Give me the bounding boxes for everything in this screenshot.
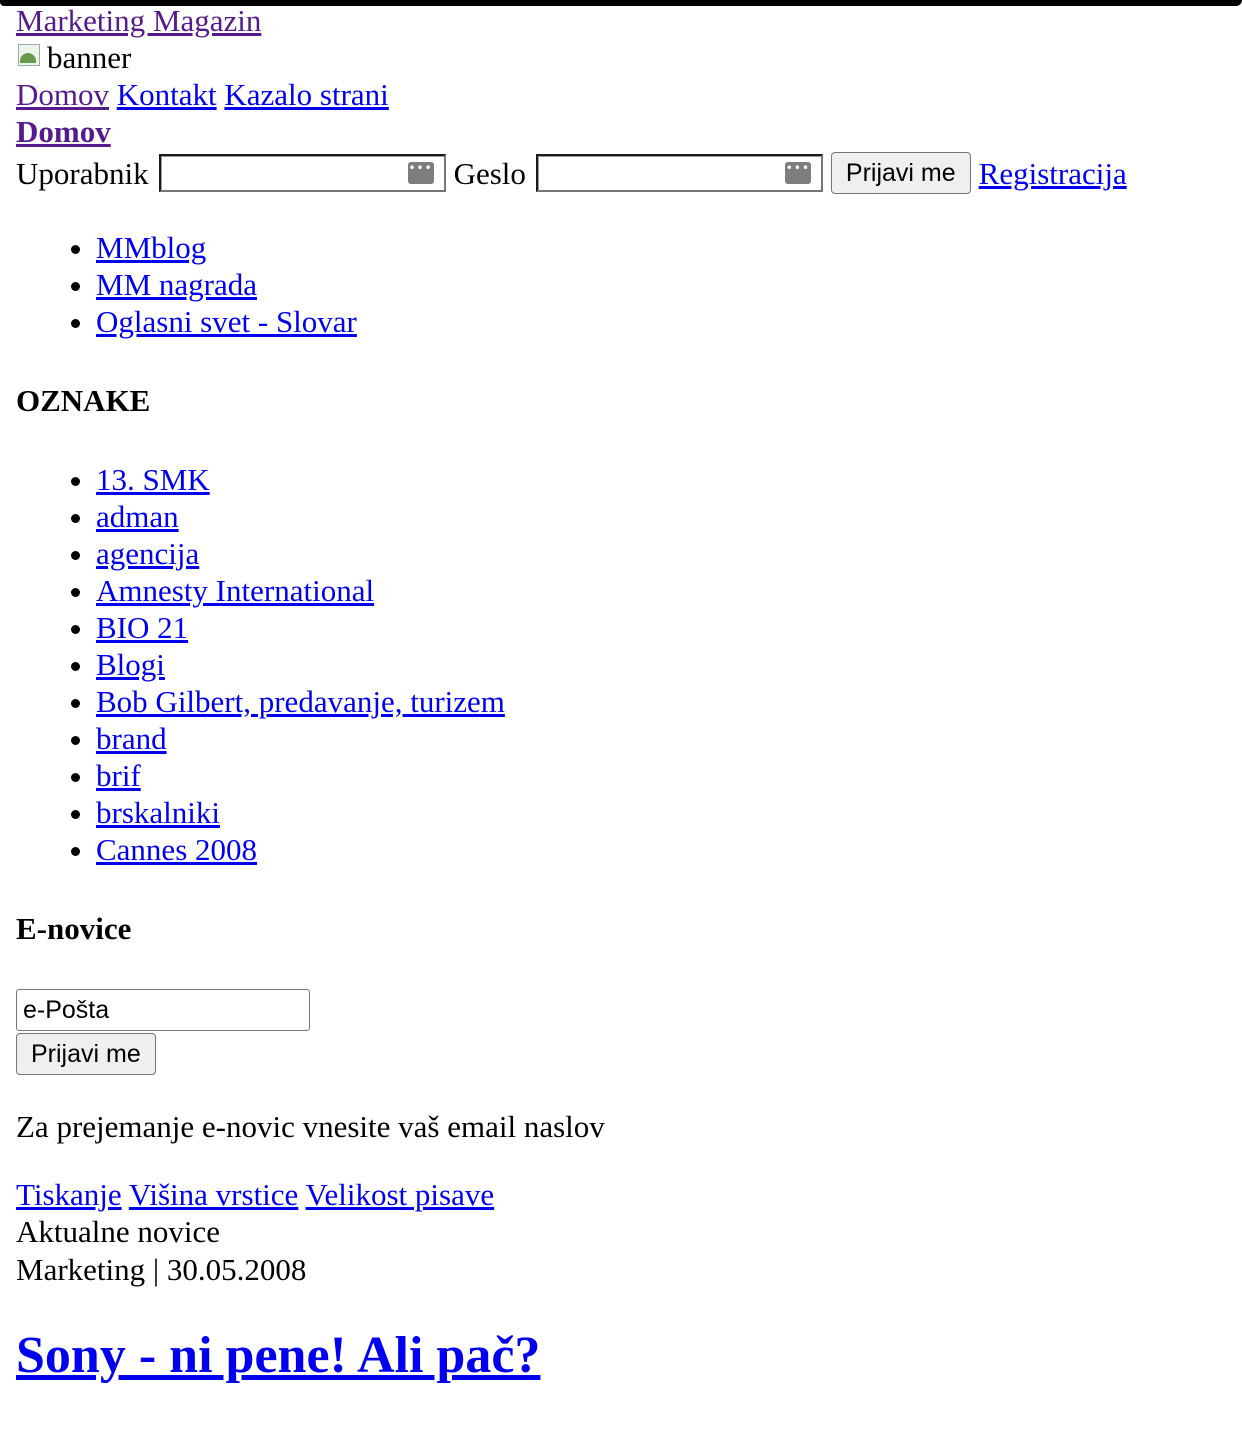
tag-link[interactable]: brif	[96, 758, 141, 793]
menu-list	[16, 229, 1226, 340]
tag-link[interactable]: brskalniki	[96, 795, 220, 830]
nav-link-kontakt[interactable]: Kontakt	[116, 77, 217, 112]
list-item	[96, 266, 1226, 303]
font-size-link[interactable]: Velikost pisave	[305, 1177, 495, 1212]
list-item	[96, 757, 1226, 794]
username-label: Uporabnik	[16, 155, 149, 191]
section-label: Aktualne novice	[16, 1214, 221, 1249]
list-item	[96, 609, 1226, 646]
tag-link[interactable]: 13. SMK	[96, 462, 210, 497]
login-button[interactable]: Prijavi me	[831, 152, 971, 194]
menu-link-mm-nagrada[interactable]: MM nagrada	[96, 267, 257, 302]
page	[16, 2, 1226, 1386]
list-item	[96, 683, 1226, 720]
tag-link[interactable]: adman	[96, 499, 179, 534]
tag-link[interactable]: Cannes 2008	[96, 832, 258, 867]
current-page-link[interactable]: Domov	[16, 114, 111, 149]
line-height-link[interactable]: Višina vrstice	[128, 1177, 299, 1212]
list-item	[96, 831, 1226, 868]
tag-link[interactable]: Bob Gilbert, predavanje, turizem	[96, 684, 505, 719]
list-item	[96, 572, 1226, 609]
list-item	[96, 646, 1226, 683]
register-link[interactable]: Registracija	[978, 155, 1127, 191]
article-tools	[16, 1176, 1226, 1213]
password-label: Geslo	[453, 155, 526, 191]
password-manager-icon[interactable]: •••	[408, 162, 434, 184]
menu-link-slovar[interactable]: Oglasni svet - Slovar	[96, 304, 357, 339]
tags-list	[16, 461, 1226, 868]
login-form	[16, 151, 1226, 195]
tag-link[interactable]: Amnesty International	[96, 573, 375, 608]
banner-alt-text: banner	[47, 40, 132, 75]
newsletter-description: Za prejemanje e-novic vnesite vaš email naslov	[16, 1109, 605, 1144]
list-item	[96, 535, 1226, 572]
tag-link[interactable]: Blogi	[96, 647, 165, 682]
password-input[interactable]	[536, 154, 823, 192]
list-item	[96, 229, 1226, 266]
newsletter-submit-button[interactable]: Prijavi me	[16, 1033, 156, 1075]
username-input[interactable]	[159, 154, 446, 192]
tags-heading: OZNAKE	[16, 383, 151, 418]
nav-link-kazalo[interactable]: Kazalo strani	[224, 77, 389, 112]
list-item	[96, 498, 1226, 535]
top-nav	[16, 76, 1226, 113]
print-link[interactable]: Tiskanje	[16, 1177, 122, 1212]
banner	[16, 39, 1226, 76]
article-meta: Marketing | 30.05.2008	[16, 1252, 307, 1287]
site-title-link[interactable]: Marketing Magazin	[16, 3, 262, 38]
nav-link-domov[interactable]: Domov	[16, 77, 109, 112]
menu-link-mmblog[interactable]: MMblog	[96, 230, 207, 265]
list-item	[96, 461, 1226, 498]
article-title-link[interactable]: Sony - ni pene! Ali pač?	[16, 1327, 541, 1384]
list-item	[96, 720, 1226, 757]
broken-image-icon	[16, 41, 48, 73]
password-manager-icon[interactable]: •••	[785, 162, 811, 184]
newsletter-heading: E-novice	[16, 911, 132, 946]
tag-link[interactable]: BIO 21	[96, 610, 189, 645]
list-item	[96, 794, 1226, 831]
newsletter-email-input[interactable]	[16, 989, 310, 1031]
tag-link[interactable]: brand	[96, 721, 167, 756]
tag-link[interactable]: agencija	[96, 536, 200, 571]
list-item	[96, 303, 1226, 340]
